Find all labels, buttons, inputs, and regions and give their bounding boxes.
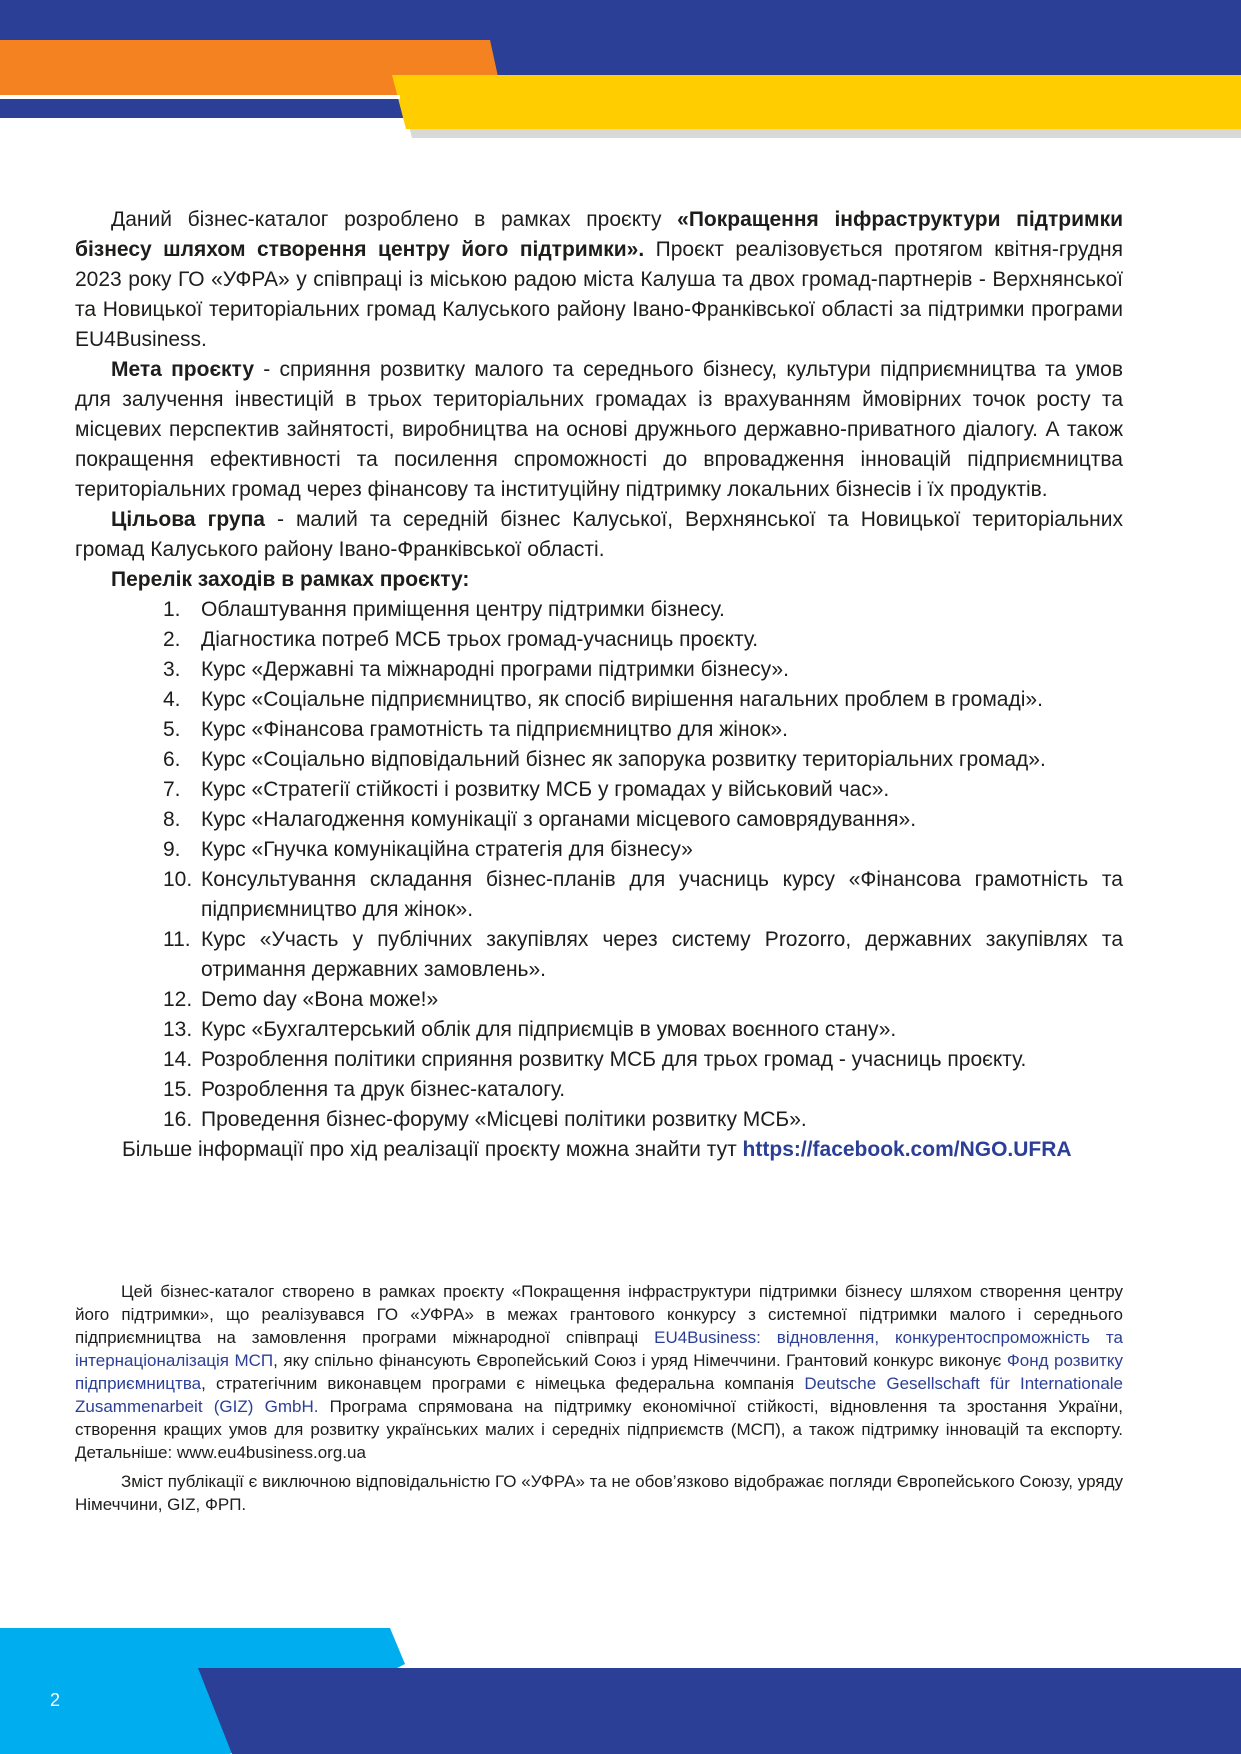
disclaimer: Зміст публікації є виключною відповідальністю ГО «УФРА» та не обов’язково відображає погляди Європейського Союзу, уряду Німеччини, GIZ, ФРП. [75,1472,1123,1514]
project-name: «Покращення інфраструктури підтримки бізнесу шляхом створення центру його підтримки». [75,208,1123,261]
facebook-link[interactable]: https://facebook.com/NGO.UFRA [742,1138,1072,1161]
measures-list [75,595,1123,1135]
measures-title: Перелік заходів в рамках проєкту: [111,568,470,591]
header-white-gap [0,95,400,99]
target-text: - малий та середній бізнес Калуської, Верхнянської та Новицької територіальних громад Калуського району Івано-Франківської області. [75,508,1123,561]
footnote [75,1280,1123,1516]
list-item: 6. Курс «Соціально відповідальний бізнес як запорука розвитку територіальних громад». [163,748,1046,771]
list-item: 10. Консультування складання бізнес-планів для учасниць курсу «Фінансова грамотність та підприємництво для жінок». [163,868,1123,921]
list-item: 11. Курс «Участь у публічних закупівлях через систему Prozorro, державних закупівлях та отримання державних замовлень». [163,928,1123,981]
intro-text: Даний бізнес-каталог розроблено в рамках проєкту [111,208,678,231]
goal-text: - сприяння розвитку малого та середнього бізнесу, культури підприємництва та умов для залучення інвестицій в трьох територіальних громадах із врахуванням ймовірних точок росту та місцевих перспектив зайнятості, виробництва на основі дружнього державно-приватного діалогу. А також покращення ефективності та посилення спроможності до впровадження інновацій підприємництва територіальних громад через фінансову та інституційну підтримку локальних бізнесів і їх продуктів. [75,358,1123,501]
list-item: 4. Курс «Соціальне підприємництво, як спосіб вирішення нагальних проблем в громаді». [163,688,1043,711]
footnote-paragraph: Цей бізнес-каталог створено в рамках проєкту «Покращення інфраструктури підтримки бізнесу шляхом створення центру його підтримки», що реалізувався ГО «УФРА» в межах грантового конкурсу з системної підтримки малого і середнього підприємництва на замовлення програми міжнародної співпраці EU4Business: відновлення, конкурентоспроможність та інтернаціоналізація МСП, яку спільно фінансують Європейський Союз і уряд Німеччини. Грантовий конкурс виконує Фонд розвитку підприємництва, стратегічним виконавцем програми є німецька федеральна компанія Deutsche Gesellschaft für Internationale Zusammenarbeit (GIZ) GmbH. Програма спрямована на підтримку економічної стійкості, відновлення та зростання України, створення кращих умов для розвитку українських малих і середніх підприємств (МСП), а також підтримку інновацій та експорту. Детальніше: www.eu4business.org.ua [75,1282,1124,1462]
list-item: 5. Курс «Фінансова грамотність та підприємництво для жінок». [163,718,788,741]
more-info-text: Більше інформації про хід реалізації проєкту можна знайти тут [122,1138,743,1161]
list-item: 1. Облаштування приміщення центру підтримки бізнесу. [163,598,725,621]
page-number: 2 [50,1690,61,1710]
list-item: 15. Розроблення та друк бізнес-каталогу. [163,1078,566,1101]
list-item: 13. Курс «Бухгалтерський облік для підприємців в умовах воєнного стану». [163,1018,897,1041]
list-item: 7. Курс «Стратегії стійкості і розвитку МСБ у громадах у військовий час». [163,778,890,801]
fund-name: Фонд розвитку підприємництва [75,1351,1123,1393]
intro-text-continued: Проєкт реалізовується протягом квітня-грудня 2023 року ГО «УФРА» у співпраці із міською радою міста Калуша та двох громад-партнерів - Верхнянської та Новицької територіальних громад Калуського району Івано-Франківської області за підтримки програми EU4Business. [75,238,1123,351]
target-label: Цільова група [111,508,265,531]
intro-paragraph [75,205,1123,355]
list-item: 2. Діагностика потреб МСБ трьох громад-учасниць проєкту. [163,628,759,651]
goal-label: Мета проєкту [111,358,255,381]
list-item: 16. Проведення бізнес-форуму «Місцеві політики розвитку МСБ». [163,1108,807,1131]
more-info [75,1135,1123,1165]
header-yellow-stripe [392,75,1241,129]
list-item: 12. Demo day «Вона може!» [163,988,439,1011]
goal-paragraph [75,355,1123,505]
list-item: 3. Курс «Державні та міжнародні програми підтримки бізнесу». [163,658,789,681]
giz-name: Deutsche Gesellschaft für Internationale Zusammenarbeit (GIZ) GmbH. [75,1374,1124,1416]
header-decoration [0,0,1241,150]
list-item: 9. Курс «Гнучка комунікаційна стратегія для бізнесу» [163,838,693,861]
footer-navy-shape [198,1668,1241,1754]
target-paragraph [75,505,1123,565]
footer-decoration [0,1628,1241,1754]
program-name: EU4Business: відновлення, конкурентоспроможність та інтернаціоналізація МСП [75,1328,1123,1370]
list-item: 14. Розроблення політики сприяння розвитку МСБ для трьох громад - учасниць проєкту. [163,1048,1027,1071]
list-item: 8. Курс «Налагодження комунікації з органами місцевого самоврядування». [163,808,917,831]
main-content [75,205,1123,1165]
